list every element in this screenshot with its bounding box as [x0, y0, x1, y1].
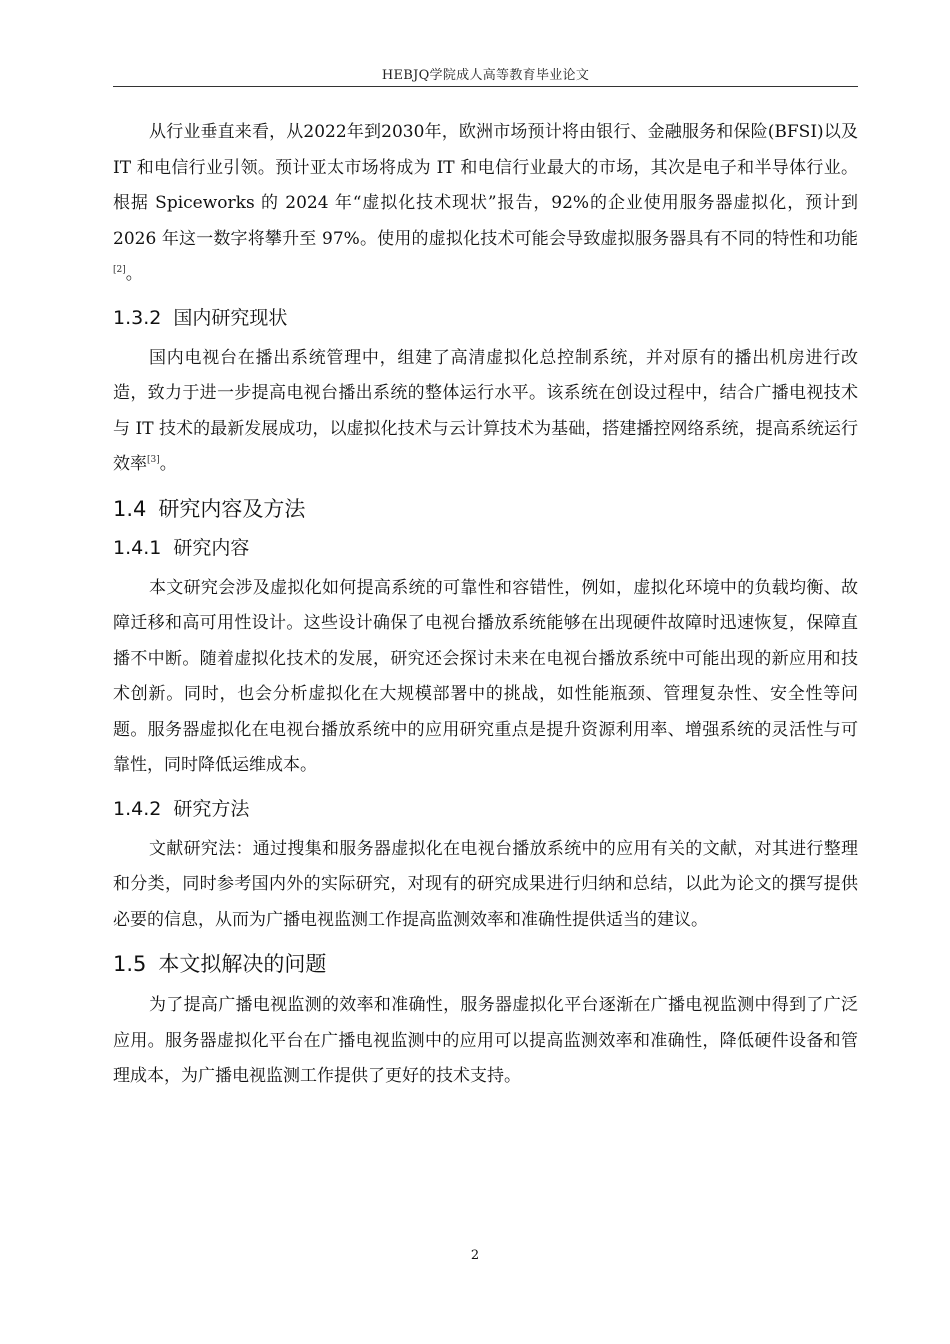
paragraph-research-method: 文献研究法：通过搜集和服务器虚拟化在电视台播放系统中的应用有关的文献，对其进行整理和分类，同时参考国内外的实际研究，对现有的研究成果进行归纳和总结，以此为论文的撰写提供必要的信息，从而为广播电视监测工作提高监测效率和准确性提供适当的建议。: [113, 838, 858, 930]
page-body: [113, 115, 858, 1095]
heading-1-4-1: [113, 535, 858, 561]
citation-ref[interactable]: [2]: [113, 265, 126, 275]
paragraph-text: 从行业垂直来看，从2022年到2030年，欧洲市场预计将由银行、金融服务和保险(BFSI)以及 IT 和电信行业引领。预计亚太市场将成为 IT 和电信行业最大的市场，其次是电子和半导体行业。根据 Spiceworks 的 2024 年“虚拟化技术现状”报告，92%的企业使用服务器虚拟化，预计到 2026 年这一数字将攀升至 97%。使用的虚拟化技术可能会导致虚拟服务器具有不同的特性和功能: [113, 122, 858, 249]
section-number: 1.4.2: [113, 797, 162, 820]
paragraph-research-content: 本文研究会涉及虚拟化如何提高系统的可靠性和容错性，例如，虚拟化环境中的负载均衡、故障迁移和高可用性设计。这些设计确保了电视台播放系统能够在出现硬件故障时迅速恢复，保障直播不中断。随着虚拟化技术的发展，研究还会探讨未来在电视台播放系统中可能出现的新应用和技术创新。同时，也会分析虚拟化在大规模部署中的挑战，如性能瓶颈、管理复杂性、安全性等问题。服务器虚拟化在电视台播放系统中的应用研究重点是提升资源利用率、增强系统的灵活性与可靠性，同时降低运维成本。: [113, 577, 858, 775]
heading-1-4: [113, 495, 858, 523]
section-number: 1.4: [113, 496, 147, 521]
section-title: 研究内容: [173, 536, 250, 559]
paragraph-end: 。: [125, 264, 143, 284]
section-number: 1.5: [113, 952, 147, 976]
section-number: 1.4.1: [113, 536, 162, 559]
section-title: 研究方法: [173, 797, 250, 820]
citation-ref[interactable]: [3]: [147, 455, 160, 465]
paragraph-problems-addressed: 为了提高广播电视监测的效率和准确性，服务器虚拟化平台逐渐在广播电视监测中得到了广泛应用。服务器虚拟化平台在广播电视监测中的应用可以提高监测效率和准确性，降低硬件设备和管理成本，为广播电视监测工作提供了更好的技术支持。: [113, 995, 858, 1086]
section-title: 本文拟解决的问题: [158, 952, 327, 976]
page-number: 2: [470, 1248, 480, 1263]
paragraph-industry-vertical: [113, 115, 858, 293]
running-header: HEBJQ学院成人高等教育毕业论文: [381, 68, 590, 83]
section-title: 国内研究现状: [173, 306, 288, 329]
section-number: 1.3.2: [113, 306, 162, 329]
header-rule: [113, 86, 858, 87]
section-title: 研究内容及方法: [158, 496, 306, 521]
paragraph-domestic-research: [113, 341, 858, 483]
heading-1-4-2: [113, 796, 858, 822]
heading-1-5: [113, 950, 858, 978]
paragraph-end: 。: [159, 454, 177, 474]
heading-1-3-2: [113, 305, 858, 331]
paragraph-text: 国内电视台在播出系统管理中，组建了高清虚拟化总控制系统，并对原有的播出机房进行改造，致力于进一步提高电视台播出系统的整体运行水平。该系统在创设过程中，结合广播电视技术与 IT 技术的最新发展成功，以虚拟化技术与云计算技术为基础，搭建播控网络系统，提高系统运行效率: [113, 347, 858, 474]
